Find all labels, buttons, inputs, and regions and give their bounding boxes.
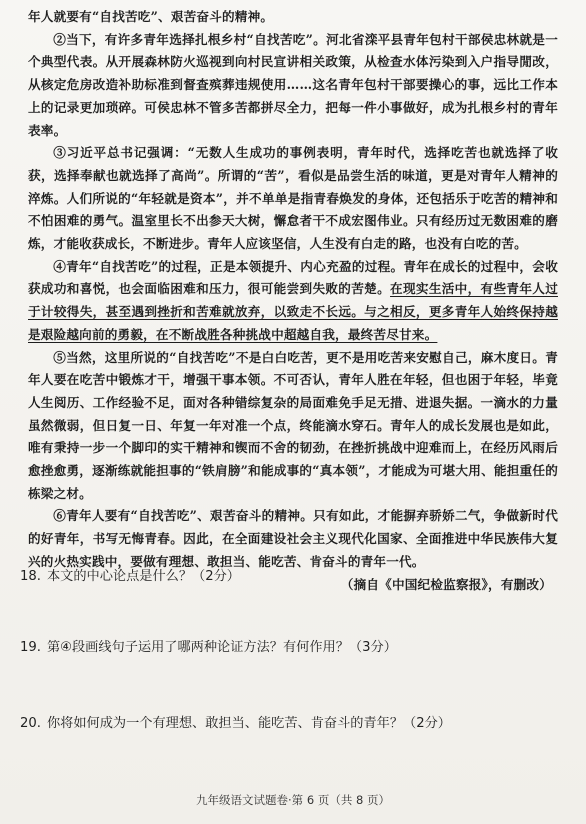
article-paragraph-5: ⑤当然，这里所说的“自找苦吃”不是白白吃苦，更不是用吃苦来安慰自己，麻木度日。青年人要在吃苦中锻炼才干，增强干事本领。不可否认，青年人胜在年轻，但也困于年轻，毕竟人生阅历、工作经验不足，面对各种错综复杂的局面难免手足无措、进退失据。一滴水的力量虽然微弱，但日复一日、年复一年对准一个点，终能滴水穿石。青年人的成长发展也是如此，唯有秉持一步一个脚印的实干精神和锲而不舍的韧劲，在挫折挑战中迎难而上，在经历风雨后愈挫愈勇，逐渐练就能担事的“铁肩膀”和能成事的“真本领”，才能成为可堪大用、能担重任的栋梁之材。 — [28, 349, 558, 501]
paragraph-4-lead: ④青年“自找苦吃”的过程，正是本领提升、内心充盈的过程。青年在成长的过程中，会收获成功和喜悦，也会面临困难和压力，很可能尝到失败的苦楚。 — [28, 258, 558, 297]
article-paragraph-1-tail: 年人就要有“自找苦吃”、艰苦奋斗的精神。 — [28, 9, 274, 24]
question-20 — [20, 712, 560, 731]
question-18 — [20, 565, 560, 584]
question-text: 你将如何成为一个有理想、敢担当、能吃苦、肯奋斗的青年？（2分） — [46, 716, 451, 731]
underlined-sentence: 在现实生活中，有些青年人过于计较得失，甚至遇到挫折和苦难就放弃，以致走不长远。与之相反，更多青年人始终保持越是艰险越向前的勇毅，在不断战胜各种挑战中超越自我，最终苦尽甘来。 — [28, 281, 558, 342]
article-paragraph-6: ⑥青年人要有“自找苦吃”、艰苦奋斗的精神。只有如此，才能摒弃骄娇二气，争做新时代的好青年，书写无悔青春。因此，在全面建设社会主义现代化国家、全面推进中华民族伟大复兴的火热实践中，要做有理想、敢担当、能吃苦、肯奋斗的青年一代。 — [28, 508, 558, 569]
answer-area-18[interactable] — [20, 590, 560, 630]
article-paragraph-2: ②当下，有许多青年选择扎根乡村“自找苦吃”。河北省滦平县青年包村干部侯忠林就是一个典型代表。从开展森林防火巡视到向村民宣讲相关政策，从检查水体污染到入户指导閒改，从核定危房改造补助标准到督查殡葬违规使用……这名青年包村干部要操心的事，远比工作本上的记录更加琐碎。可侯忠林不管多苦都拼尽全力，把每一件小事做好，成为扎根乡村的青年表率。 — [28, 31, 558, 138]
article-paragraph-4 — [28, 256, 558, 347]
question-number: 20. — [20, 716, 41, 731]
article-paragraph-3: ③习近平总书记强调：“无数人生成功的事例表明，青年时代，选择吃苦也就选择了收获，选择奉献也就选择了高尚”。所谓的“苦”，看似是品尝生活的味道，更是对青年人精神的淬炼。人们所说的“年轻就是资本”，并不单单是指青春焕发的身体，还包括乐于吃苦的精神和不怕困难的勇气。温室里长不出参天大树，懈怠者干不成宏图伟业。只有经历过无数困难的磨炼，才能收获成长，不断进步。青年人应该坚信，人生没有白走的路，也没有白吃的苦。 — [28, 145, 558, 252]
answer-area-19[interactable] — [20, 662, 560, 702]
page-footer: 九年级语文试题卷·第 6 页（共 8 页） — [196, 793, 390, 807]
question-text: 本文的中心论点是什么？（2分） — [46, 569, 240, 584]
question-text: 第④段画线句子运用了哪两种论证方法？有何作用？（3分） — [46, 640, 397, 655]
answer-area-20[interactable] — [20, 738, 560, 782]
question-19 — [20, 636, 560, 655]
article-source: （摘自《中国纪检监察报》，有删改） — [340, 576, 552, 592]
question-number: 18. — [20, 569, 41, 584]
reading-article — [28, 6, 558, 596]
question-number: 19. — [20, 640, 41, 655]
